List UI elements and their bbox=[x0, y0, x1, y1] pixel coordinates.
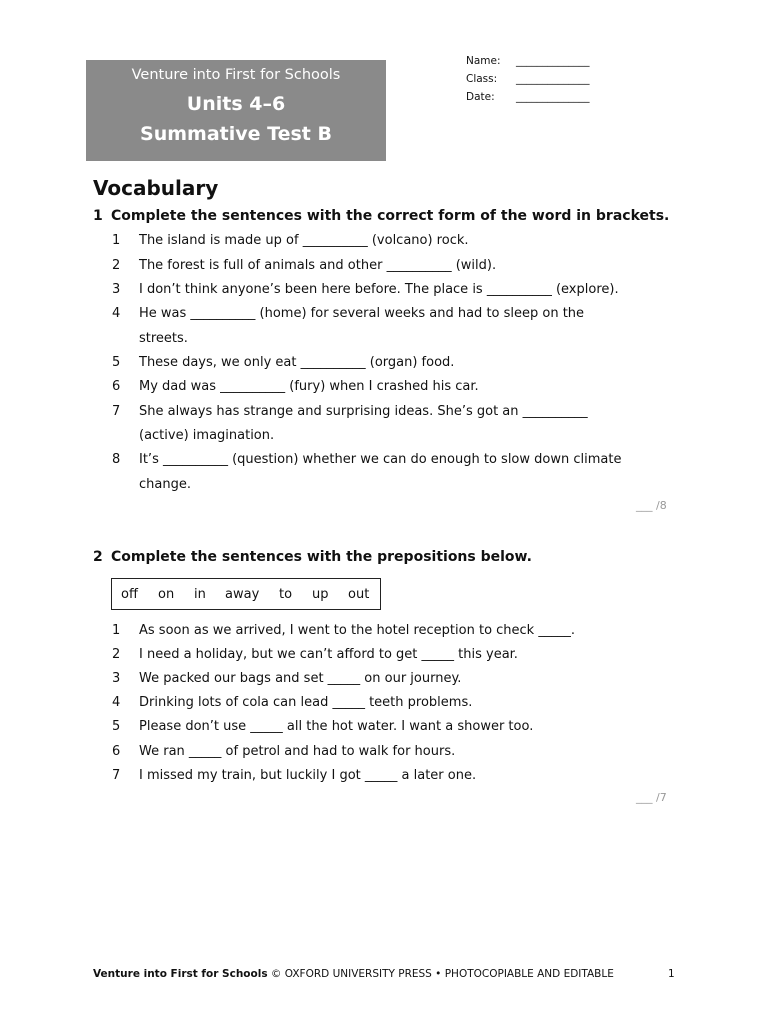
item-number: 1 bbox=[112, 623, 121, 638]
item-number: 7 bbox=[112, 404, 121, 419]
item-text: These days, we only eat __________ (organ) food. bbox=[139, 355, 455, 370]
task1-heading bbox=[93, 208, 669, 224]
item-text: We packed our bags and set _____ on our journey. bbox=[139, 671, 462, 686]
item-text: Drinking lots of cola can lead _____ teeth problems. bbox=[139, 695, 473, 710]
footer-title: Venture into First for Schools bbox=[93, 968, 268, 980]
word-box bbox=[111, 578, 381, 610]
item-number: 5 bbox=[112, 355, 121, 370]
task2-instruction: Complete the sentences with the prepositions below. bbox=[111, 549, 532, 565]
task2-heading bbox=[93, 549, 532, 565]
item-number: 6 bbox=[112, 744, 121, 759]
item-text: The forest is full of animals and other __________ (wild). bbox=[139, 258, 497, 273]
footer bbox=[93, 968, 614, 980]
class-label: Class: bbox=[466, 73, 498, 85]
task2-score: ___ /7 bbox=[636, 791, 667, 804]
name-line: ______________ bbox=[516, 55, 590, 67]
item-number: 3 bbox=[112, 282, 121, 297]
task1-number: 1 bbox=[93, 208, 103, 224]
item-number: 2 bbox=[112, 647, 121, 662]
class-line: ______________ bbox=[516, 73, 590, 85]
test-title: Summative Test B bbox=[140, 123, 332, 145]
word-box-item: off bbox=[121, 587, 138, 602]
item-number: 2 bbox=[112, 258, 121, 273]
test-header-box bbox=[86, 60, 386, 161]
item-number: 5 bbox=[112, 719, 121, 734]
item-text: I need a holiday, but we can’t afford to get _____ this year. bbox=[139, 647, 518, 662]
task1-score: ___ /8 bbox=[636, 499, 667, 512]
item-text: (active) imagination. bbox=[139, 428, 275, 443]
class-field[interactable] bbox=[466, 73, 590, 85]
item-number: 1 bbox=[112, 233, 121, 248]
date-field[interactable] bbox=[466, 91, 590, 103]
item-text: We ran _____ of petrol and had to walk for hours. bbox=[139, 744, 456, 759]
item-text: He was __________ (home) for several weeks and had to sleep on the bbox=[139, 306, 585, 321]
page-number: 1 bbox=[668, 968, 675, 980]
item-text: Please don’t use _____ all the hot water. I want a shower too. bbox=[139, 719, 534, 734]
name-label: Name: bbox=[466, 55, 501, 67]
date-line: ______________ bbox=[516, 91, 590, 103]
item-text: change. bbox=[139, 477, 191, 492]
section-title: Vocabulary bbox=[93, 176, 219, 200]
item-number: 6 bbox=[112, 379, 121, 394]
item-number: 7 bbox=[112, 768, 121, 783]
item-text: My dad was __________ (fury) when I crashed his car. bbox=[139, 379, 479, 394]
item-number: 8 bbox=[112, 452, 121, 467]
word-box-item: on bbox=[158, 587, 175, 602]
name-field[interactable] bbox=[466, 55, 590, 67]
series-title: Venture into First for Schools bbox=[131, 67, 341, 83]
item-text: It’s __________ (question) whether we can do enough to slow down climate bbox=[139, 452, 622, 467]
word-box-item: to bbox=[279, 587, 293, 602]
item-text: The island is made up of __________ (volcano) rock. bbox=[139, 233, 469, 248]
item-text: She always has strange and surprising ideas. She’s got an __________ bbox=[139, 404, 588, 419]
task1-instruction: Complete the sentences with the correct form of the word in brackets. bbox=[111, 208, 670, 224]
task2-number: 2 bbox=[93, 549, 103, 565]
item-text: I missed my train, but luckily I got _____ a later one. bbox=[139, 768, 477, 783]
word-box-item: away bbox=[225, 587, 260, 602]
footer-copyright: © OXFORD UNIVERSITY PRESS • PHOTOCOPIABLE AND EDITABLE bbox=[267, 968, 614, 980]
item-number: 4 bbox=[112, 695, 121, 710]
word-box-item: out bbox=[348, 587, 370, 602]
item-text: I don’t think anyone’s been here before. The place is __________ (explore). bbox=[139, 282, 619, 297]
units-title: Units 4–6 bbox=[186, 93, 286, 115]
item-number: 3 bbox=[112, 671, 121, 686]
word-box-item: in bbox=[194, 587, 206, 602]
item-text: streets. bbox=[139, 331, 188, 346]
item-number: 4 bbox=[112, 306, 121, 321]
item-text: As soon as we arrived, I went to the hotel reception to check _____. bbox=[139, 623, 575, 638]
word-box-item: up bbox=[312, 587, 329, 602]
date-label: Date: bbox=[466, 91, 495, 103]
